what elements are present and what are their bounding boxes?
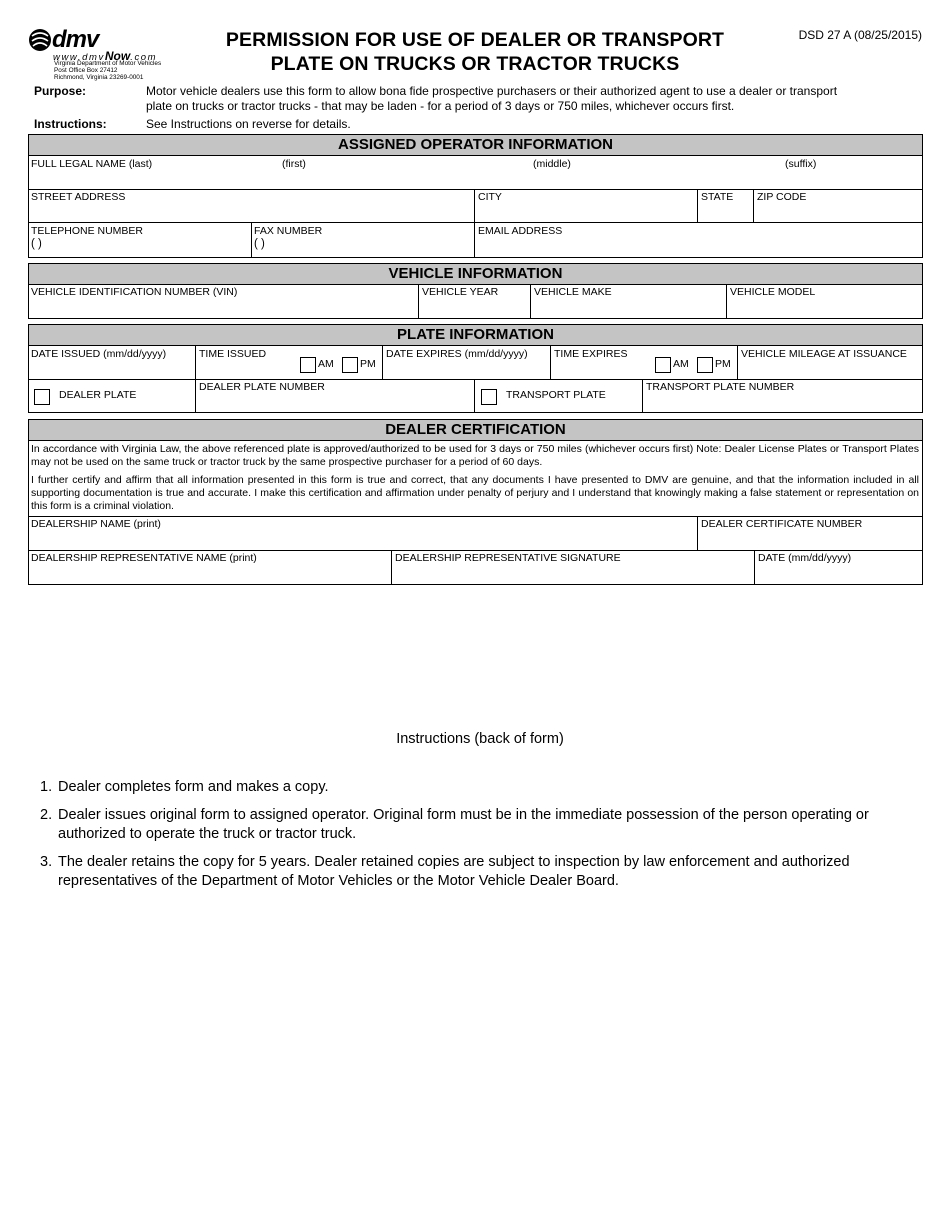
field-first-name[interactable]: (first)	[282, 158, 306, 170]
logo-brand: dmv	[52, 26, 99, 53]
instruction-item: 1. Dealer completes form and makes a copy.	[40, 779, 329, 795]
time-expires-pm-checkbox[interactable]	[697, 357, 713, 373]
field-dealership-name[interactable]: DEALERSHIP NAME (print)	[31, 518, 161, 530]
transport-plate-checkbox[interactable]	[481, 389, 497, 405]
time-expires-am-checkbox[interactable]	[655, 357, 671, 373]
field-dealer-certificate-number[interactable]: DEALER CERTIFICATE NUMBER	[701, 518, 863, 530]
time-expires-pm-label: PM	[715, 358, 731, 370]
field-time-expires[interactable]: TIME EXPIRES	[554, 348, 628, 360]
field-dealer-plate-number[interactable]: DEALER PLATE NUMBER	[199, 381, 325, 393]
field-city[interactable]: CITY	[478, 191, 502, 203]
field-email[interactable]: EMAIL ADDRESS	[478, 225, 563, 237]
purpose-label: Purpose:	[34, 84, 87, 98]
field-date-issued[interactable]: DATE ISSUED (mm/dd/yyyy)	[31, 348, 167, 360]
field-zip[interactable]: ZIP CODE	[757, 191, 807, 203]
instructions-text: See Instructions on reverse for details.	[146, 117, 351, 131]
field-state[interactable]: STATE	[701, 191, 734, 203]
fax-area-code: ( )	[254, 238, 265, 250]
telephone-area-code: ( )	[31, 238, 42, 250]
time-issued-am-label: AM	[318, 358, 334, 370]
field-street-address[interactable]: STREET ADDRESS	[31, 191, 126, 203]
logo-po-box: Post Office Box 27412	[54, 67, 118, 74]
dmv-logo	[28, 28, 198, 84]
certification-affirmation: I further certify and affirm that all information presented in this form is true and correct, that any documents I have presented to DMV are genuine, and that the information included in all supporting documentation is true and accurate. I make this certification and affirmation under penalty of perjury and I understand that knowingly making a false statement or representation on this form is a criminal violation.	[31, 474, 919, 512]
field-time-issued[interactable]: TIME ISSUED	[199, 348, 267, 360]
dealer-plate-label: DEALER PLATE	[59, 389, 137, 401]
operator-section	[28, 155, 923, 258]
field-fax[interactable]: FAX NUMBER	[254, 225, 323, 237]
time-issued-pm-checkbox[interactable]	[342, 357, 358, 373]
operator-section-header: ASSIGNED OPERATOR INFORMATION	[28, 134, 923, 156]
instruction-item: 2. Dealer issues original form to assigned operator. Original form must be in the immediate possession of the person operating or authorized to operate the truck or tractor truck.	[40, 807, 869, 842]
field-date-expires[interactable]: DATE EXPIRES (mm/dd/yyyy)	[386, 348, 528, 360]
form-title: PERMISSION FOR USE OF DEALER OR TRANSPORT PLATE ON TRUCKS OR TRACTOR TRUCKS	[225, 29, 725, 75]
back-instructions-title: Instructions (back of form)	[396, 731, 564, 747]
logo-url: www.dmvNow.com	[53, 49, 158, 63]
field-telephone[interactable]: TELEPHONE NUMBER	[31, 225, 144, 237]
field-certification-date[interactable]: DATE (mm/dd/yyyy)	[758, 552, 852, 564]
field-vehicle-year[interactable]: VEHICLE YEAR	[422, 286, 499, 298]
field-middle-name[interactable]: (middle)	[533, 158, 571, 170]
logo-org: Virginia Department of Motor Vehicles	[54, 60, 162, 67]
time-issued-pm-label: PM	[360, 358, 376, 370]
time-issued-am-checkbox[interactable]	[300, 357, 316, 373]
form-number: DSD 27 A (08/25/2015)	[798, 28, 922, 42]
field-representative-signature[interactable]: DEALERSHIP REPRESENTATIVE SIGNATURE	[395, 552, 621, 564]
vehicle-section-header: VEHICLE INFORMATION	[28, 263, 923, 285]
field-vehicle-make[interactable]: VEHICLE MAKE	[534, 286, 612, 298]
time-expires-am-label: AM	[673, 358, 689, 370]
field-transport-plate-number[interactable]: TRANSPORT PLATE NUMBER	[646, 381, 795, 393]
dealer-plate-checkbox[interactable]	[34, 389, 50, 405]
certification-section-header: DEALER CERTIFICATION	[28, 419, 923, 441]
back-instructions-list	[40, 778, 920, 900]
field-vin[interactable]: VEHICLE IDENTIFICATION NUMBER (VIN)	[31, 286, 238, 298]
field-suffix[interactable]: (suffix)	[785, 158, 817, 170]
certification-note: In accordance with Virginia Law, the above referenced plate is approved/authorized to be used for 3 days or 750 miles (whichever occurs first) Note: Dealer License Plates or Transport Plates may not be used on the same truck or tractor truck by the same prospective purchaser for a period of 60 days.	[31, 443, 919, 468]
field-last-name[interactable]: FULL LEGAL NAME (last)	[31, 158, 153, 170]
logo-city: Richmond, Virginia 23269-0001	[54, 74, 144, 81]
purpose-text: Motor vehicle dealers use this form to allow bona fide prospective purchasers or their authorized agent to use a dealer or transport plate on trucks or tractor trucks - that may be laden - for a period of 3 days or 750 miles, whichever occurs first.	[146, 84, 838, 113]
plate-section-header: PLATE INFORMATION	[28, 324, 923, 346]
transport-plate-label: TRANSPORT PLATE	[506, 389, 606, 401]
field-representative-name[interactable]: DEALERSHIP REPRESENTATIVE NAME (print)	[31, 552, 257, 564]
field-vehicle-model[interactable]: VEHICLE MODEL	[730, 286, 816, 298]
instructions-label: Instructions:	[34, 117, 107, 131]
field-vehicle-mileage[interactable]: VEHICLE MILEAGE AT ISSUANCE	[741, 348, 907, 360]
instruction-item: 3. The dealer retains the copy for 5 years. Dealer retained copies are subject to inspection by law enforcement and authorized representatives of the Department of Motor Vehicles or the Motor Vehicle Dealer Board.	[40, 854, 850, 889]
